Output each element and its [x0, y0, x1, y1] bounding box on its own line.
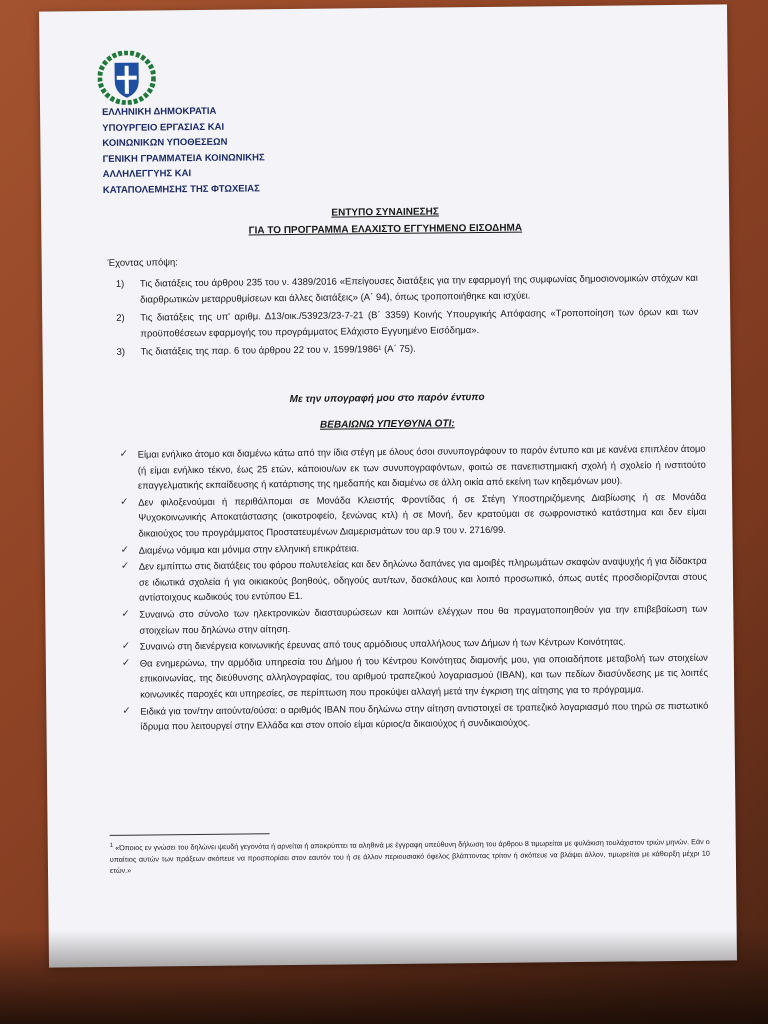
item-text: Τις διατάξεις του άρθρου 235 του ν. 4389/2016 «Επείγουσες διατάξεις για την εφαρμογή της συμφωνίας δημοσιονομικών στόχων και διαρθρωτικών μεταρρυθμίσεων και άλλες διατάξεις» (Α΄ 94), όπως τροποποιήθηκε και ισχύει.: [139, 272, 698, 306]
checkmark-icon: ✓: [121, 608, 130, 620]
item-text: Δεν φιλοξενούμαι ή περιθάλπομαι σε Μονάδα Κλειστής Φροντίδας ή σε Στέγη Υποστηριζόμενης Διαβίωσης ή σε Μονάδα Ψυχοκοινωνικής Αποκατάστασης (οικοτροφείο, ξενώνας κτλ) ή σε Μονή, δεν κρατούμαι σε σωφρονιστικό κατάστημα και δεν είμαι δικαιούχος του προγράμματος Προστατευμένων Διαμερισμάτων του αρ.9 του ν. 2716/99.: [138, 490, 707, 539]
item-number: 1): [115, 278, 125, 290]
list-item: [122, 697, 708, 734]
document-subtitle: ΓΙΑ ΤΟ ΠΡΟΓΡΑΜΜΑ ΕΛΑΧΙΣΤΟ ΕΓΓΥΗΜΕΝΟ ΕΙΣΟΔΗΜΑ: [248, 222, 523, 237]
ministry-line: ΑΛΛΗΛΕΓΓΥΗΣ ΚΑΙ: [102, 168, 192, 180]
item-text: Είμαι ενήλικο άτομο και διαμένω κάτω από την ίδια στέγη με όλους όσοι συνυπογράφουν το παρόν έντυπο και με κανένα επιπλέον άτομο (ή είμαι ενήλικο τέκνο, έως 25 ετών, κάποιου/ων εκ των συνυπογραφόντων, φοιτώ σε πανεπιστημιακή σχολή ή σχολείο ή ινστιτούτο επαγγελματικής εκπαίδευσης ή κατάρτισης της ημεδαπής και διαμένω σε άλλη οικία από εκείνη των κηδεμόνων μου).: [137, 442, 706, 491]
ministry-header: [102, 102, 363, 198]
ministry-line: ΕΛΛΗΝΙΚΗ ΔΗΜΟΚΡΑΤΙΑ: [102, 105, 217, 118]
checkmark-icon: ✓: [122, 705, 131, 717]
list-item: [108, 305, 698, 342]
greek-coat-of-arms-icon: [97, 50, 156, 105]
document-page: [39, 4, 737, 967]
ministry-line: ΥΠΟΥΡΓΕΙΟ ΕΡΓΑΣΙΑΣ ΚΑΙ: [102, 121, 225, 134]
declaration-heading: ΒΕΒΑΙΩΝΩ ΥΠΕΥΘΥΝΑ ΟΤΙ:: [319, 418, 455, 431]
footnote-divider: [110, 833, 270, 836]
item-number: 2): [116, 312, 125, 324]
list-item: [122, 649, 708, 702]
item-text: Ειδικά για τον/την αιτούντα/ούσα: ο αριθμός IBAN που δηλώνω στην αίτηση αντιστοιχεί σε τραπεζικό λογαριασμό που τηρώ σε πιστωτικό ίδρυμα που λειτουργεί στην Ελλάδα και στον οποίο είμαι κύριος/α δικαιούχος ή συνδικαιούχος.: [140, 699, 709, 732]
checkmark-icon: ✓: [121, 657, 131, 669]
signature-statement: Με την υπογραφή μου στο παρόν έντυπο: [289, 391, 485, 406]
list-item: [109, 339, 699, 361]
list-item: [108, 271, 698, 308]
declaration-list: [120, 441, 709, 736]
checkmark-icon: ✓: [121, 640, 131, 652]
checkmark-icon: ✓: [120, 544, 130, 556]
footnote-number: 1: [109, 842, 114, 849]
item-text: Δεν εμπίπτω στις διατάξεις του φόρου πολυτελείας και δεν δηλώνω δαπάνες για αμοιβές πληρωμάτων σκαφών αναψυχής ή για δίδακτρα σε ιδιωτικά σχολεία ή για οικιακούς βοηθούς, οδηγούς αυτ/των, δασκάλους και λοιπό προσωπικό, όπως αυτές προσδιορίζονται στους αντίστοιχους κωδικούς του εντύπου Ε1.: [138, 554, 708, 603]
ministry-line: ΓΕΝΙΚΗ ΓΡΑΜΜΑΤΕΙΑ ΚΟΙΝΩΝΙΚΗΣ: [102, 151, 265, 165]
list-item: [121, 601, 707, 638]
ministry-line: ΚΟΙΝΩΝΙΚΩΝ ΥΠΟΘΕΣΕΩΝ: [102, 136, 228, 149]
document-title: ΕΝΤΥΠΟ ΣΥΝΑΙΝΕΣΗΣ: [331, 206, 439, 219]
ministry-line: ΚΑΤΑΠΟΛΕΜΗΣΗΣ ΤΗΣ ΦΤΩΧΕΙΑΣ: [102, 182, 260, 196]
list-item: [120, 488, 706, 541]
legal-references-list: [108, 271, 699, 364]
item-text: Συναινώ στη διενέργεια κοινωνικής έρευνας από τους αρμόδιους υπαλλήλους των Δήμων ή των Κέντρων Κοινότητας.: [139, 635, 626, 652]
item-text: Θα ενημερώνω, την αρμόδια υπηρεσία του Δήμου ή του Κέντρου Κοινότητας διαμονής μου, για οποιαδήποτε μεταβολή των στοιχείων επικοινωνίας, της διεύθυνσης αλληλογραφίας, του αριθμού τραπεζικού λογαριασμού (IBAN), και των πεδίων διασύνδεσης με τις λοιπές κοινωνικές παροχές και υπηρεσίες, σε περίπτωση που προκύψει αλλαγή μετά την έγκριση της αίτησης για το πρόγραμμα.: [139, 651, 709, 700]
item-text: Τις διατάξεις της παρ. 6 του άρθρου 22 του ν. 1599/1986¹ (Α΄ 75).: [140, 343, 416, 358]
item-text: Τις διατάξεις της υπ' αριθμ. Δ13/οικ./53923/23-7-21 (Β΄ 3359) Κοινής Υπουργικής Απόφασης «Τροποποίηση των όρων και των προϋποθέσεων εφαρμογής του προγράμματος Ελάχιστο Εγγυημένο Εισόδημα».: [140, 306, 699, 340]
item-text: Συναινώ στο σύνολο των ηλεκτρονικών διασταυρώσεων και λοιπών ελέγχων που θα πραγματοποιηθούν για την επιβεβαίωση των στοιχείων που δηλώνω στην αίτηση.: [139, 602, 708, 636]
checkmark-icon: ✓: [120, 496, 129, 508]
item-number: 3): [116, 346, 126, 358]
item-text: Διαμένω νόμιμα και μόνιμα στην ελληνική επικράτεια.: [138, 541, 360, 556]
background-shadow: [0, 930, 768, 1024]
list-item: [120, 441, 706, 494]
checkmark-icon: ✓: [119, 448, 129, 460]
intro-text: Έχοντας υπόψη:: [107, 257, 178, 269]
checkmark-icon: ✓: [120, 560, 130, 572]
footnote-text: «Όποιος εν γνώσει του δηλώνει ψευδή γεγονότα ή αρνείται ή αποκρύπτει τα αληθινά με έγγραφη υπεύθυνη δήλωση του άρθρου 8 τιμωρείται με φυλάκιση τουλάχιστον τριών μηνών. Εάν ο υπαίτιος αυτών των πράξεων σκόπευε να προσπορίσει στον εαυτόν του ή σε άλλον περιουσιακό όφελος βλάπτοντας τρίτον ή σκόπευε να βλάψει άλλον, τιμωρείται με κάθειρξη μέχρι 10 ετών.»: [109, 837, 710, 876]
footnote: [110, 835, 710, 877]
list-item: [121, 553, 707, 606]
